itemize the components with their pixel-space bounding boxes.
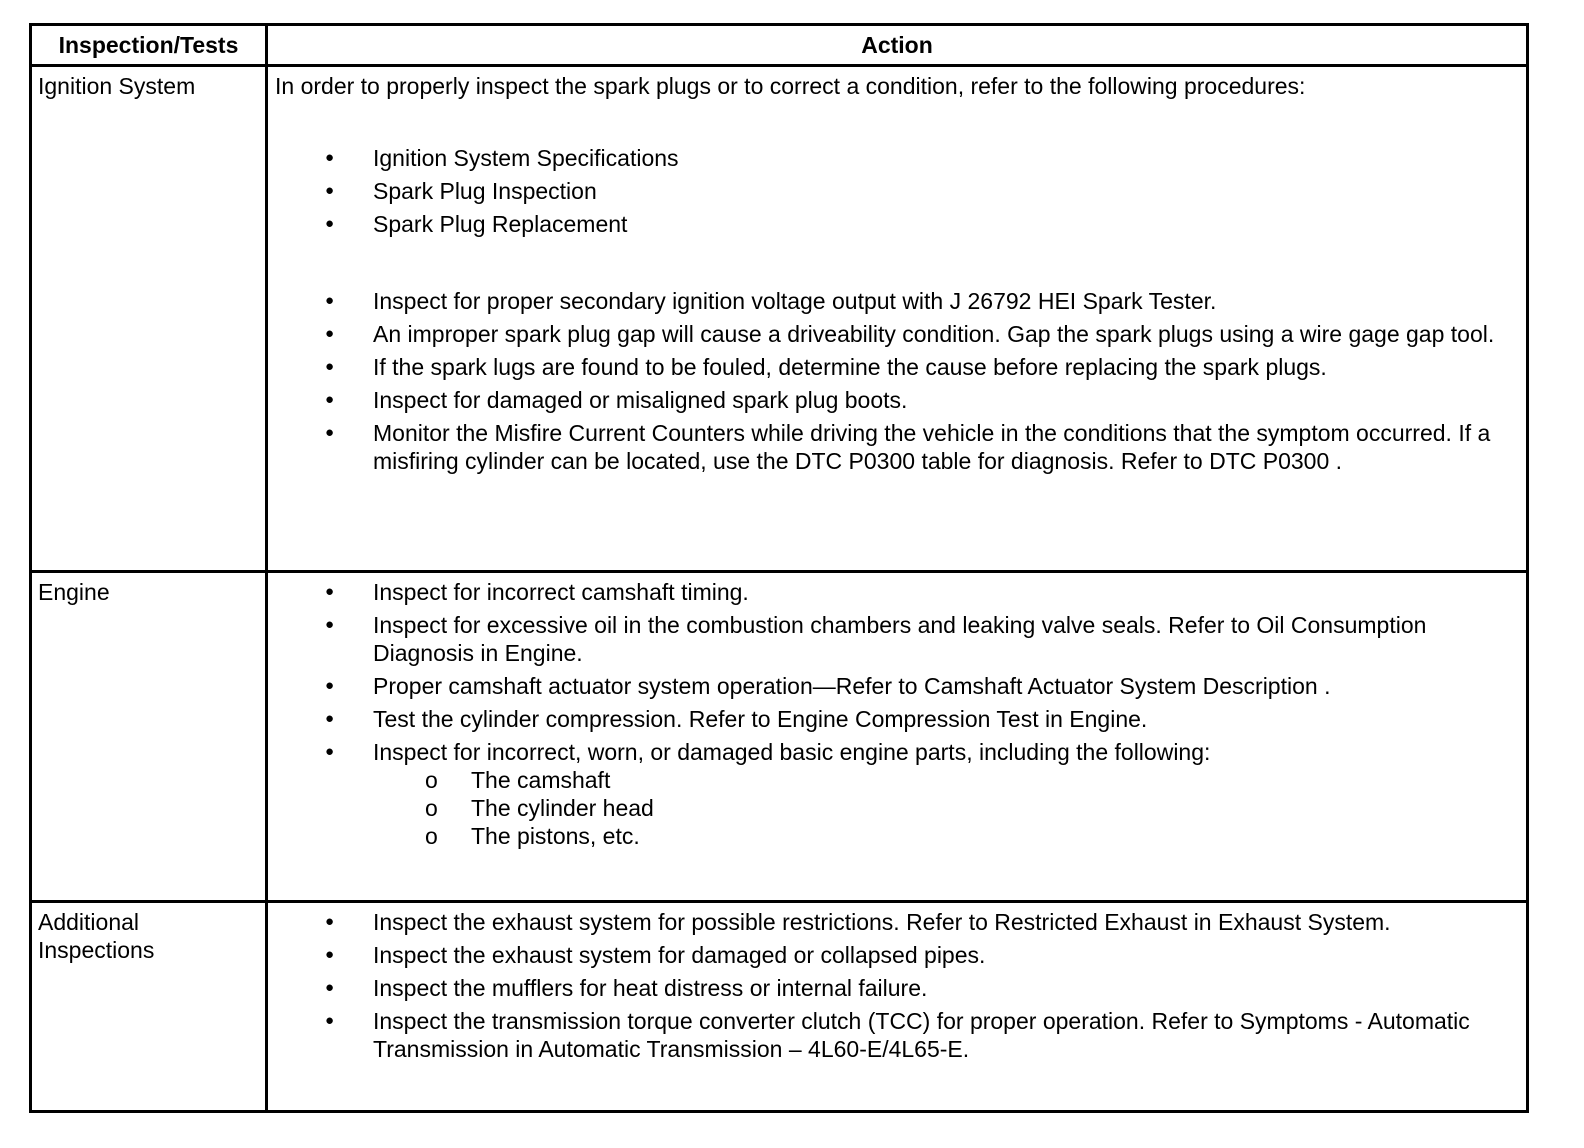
sub-list-item: o The pistons, etc.	[373, 822, 1516, 850]
list-item: ● Inspect the exhaust system for damaged or collapsed pipes.	[275, 941, 1516, 969]
list-item: ● Inspect the exhaust system for possible restrictions. Refer to Restricted Exhaust in Exhaust System.	[275, 908, 1516, 936]
list-item: ● Spark Plug Replacement	[275, 210, 1516, 238]
list-item: ● Inspect the transmission torque converter clutch (TCC) for proper operation. Refer to Symptoms - Automatic Transmission in Automatic Transmission – 4L60-E/4L65-E.	[275, 1007, 1516, 1063]
action-cell	[267, 66, 1528, 572]
list-item: ● If the spark lugs are found to be fouled, determine the cause before replacing the spark plugs.	[275, 353, 1516, 381]
list-item: ● Monitor the Misfire Current Counters while driving the vehicle in the conditions that the symptom occurred. If a misfiring cylinder can be located, use the DTC P0300 table for diagnosis. Refer to DTC P0300 .	[275, 419, 1516, 475]
procedures-list	[275, 144, 1516, 238]
header-action: Action	[267, 25, 1528, 66]
intro-text: In order to properly inspect the spark plugs or to correct a condition, refer to the following procedures:	[275, 73, 1306, 100]
table-header-row	[31, 25, 1528, 66]
list-item: ● Proper camshaft actuator system operation—Refer to Camshaft Actuator System Description .	[275, 672, 1516, 700]
ignition-checks-list	[275, 287, 1516, 475]
list-item: ● Inspect for excessive oil in the combustion chambers and leaking valve seals. Refer to Oil Consumption Diagnosis in Engine.	[275, 611, 1516, 667]
list-item: ● Ignition System Specifications	[275, 144, 1516, 172]
list-item: ● Inspect for proper secondary ignition voltage output with J 26792 HEI Spark Tester.	[275, 287, 1516, 315]
action-cell	[267, 901, 1528, 1111]
list-item: ● Test the cylinder compression. Refer to Engine Compression Test in Engine.	[275, 705, 1516, 733]
category-cell	[31, 901, 267, 1111]
action-cell	[267, 572, 1528, 902]
list-item: ● Inspect the mufflers for heat distress or internal failure.	[275, 974, 1516, 1002]
category-label-line-2: Inspections	[38, 936, 155, 963]
additional-checks-list	[275, 908, 1516, 1063]
list-item: ● An improper spark plug gap will cause a driveability condition. Gap the spark plugs using a wire gage gap tool.	[275, 320, 1516, 348]
list-item: ● Inspect for incorrect camshaft timing.	[275, 578, 1516, 606]
category-label: Ignition System	[38, 73, 196, 100]
list-item	[275, 738, 1516, 850]
sub-list-item: o The cylinder head	[373, 794, 1516, 822]
header-inspection-tests: Inspection/Tests	[31, 25, 267, 66]
list-item-text: Inspect for incorrect, worn, or damaged basic engine parts, including the following:	[373, 739, 1211, 766]
category-label: Engine	[38, 579, 110, 606]
engine-checks-list	[275, 578, 1516, 850]
list-item: ● Inspect for damaged or misaligned spark plug boots.	[275, 386, 1516, 414]
category-cell	[31, 572, 267, 902]
category-label-line-1: Additional	[38, 908, 140, 935]
list-item: ● Spark Plug Inspection	[275, 177, 1516, 205]
table-row	[31, 901, 1528, 1111]
table-row	[31, 572, 1528, 902]
table-row	[31, 66, 1528, 572]
sub-list-item: o The camshaft	[373, 766, 1516, 794]
inspection-table	[29, 23, 1529, 1113]
engine-parts-sublist	[373, 766, 1516, 850]
category-cell	[31, 66, 267, 572]
